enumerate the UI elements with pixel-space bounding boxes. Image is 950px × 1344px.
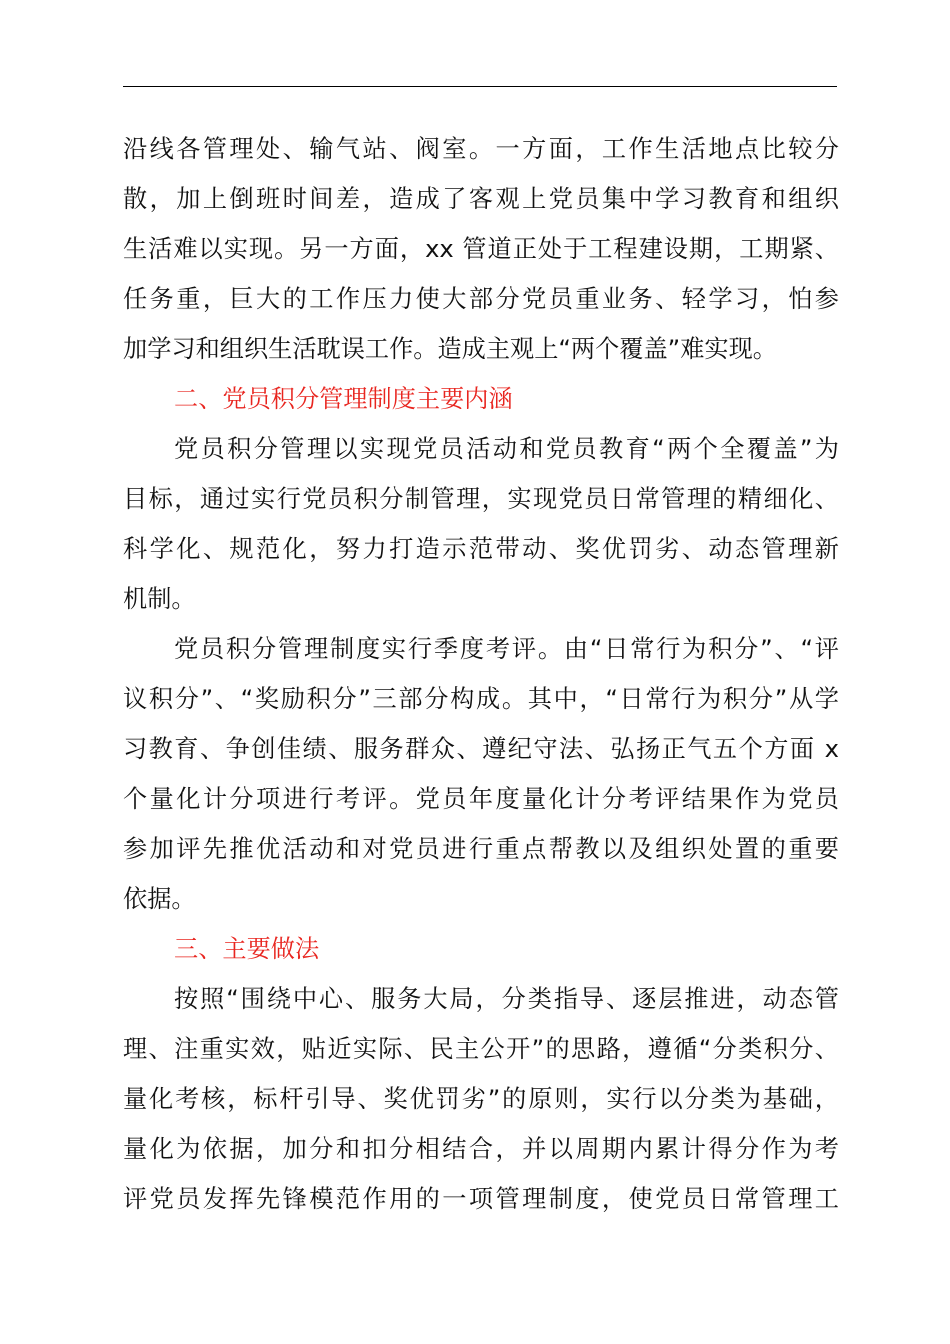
paragraph-line: 科学化、规范化，努力打造示范带动、奖优罚劣、动态管理新 (123, 535, 839, 563)
paragraph-line: 议积分”、“奖励积分”三部分构成。其中，“日常行为积分”从学 (123, 685, 839, 713)
paragraph-line: 生活难以实现。另一方面，xx 管道正处于工程建设期，工期紧、 (123, 235, 839, 263)
section-heading-2: 二、党员积分管理制度主要内涵 (174, 385, 513, 413)
paragraph-line: 按照“围绕中心、服务大局，分类指导、逐层推进，动态管 (174, 985, 839, 1013)
paragraph-line: 评党员发挥先锋模范作用的一项管理制度，使党员日常管理工 (123, 1185, 839, 1213)
paragraph-line: 任务重，巨大的工作压力使大部分党员重业务、轻学习，怕参 (123, 285, 839, 313)
paragraph-line: 理、注重实效，贴近实际、民主公开”的思路，遵循“分类积分、 (123, 1035, 839, 1063)
paragraph-line: 散，加上倒班时间差，造成了客观上党员集中学习教育和组织 (123, 185, 839, 213)
paragraph-line: 党员积分管理以实现党员活动和党员教育“两个全覆盖”为 (174, 435, 839, 463)
paragraph-line: 参加评先推优活动和对党员进行重点帮教以及组织处置的重要 (123, 835, 839, 863)
document-body (123, 124, 839, 1224)
paragraph-line: 沿线各管理处、输气站、阀室。一方面，工作生活地点比较分 (123, 135, 839, 163)
paragraph-line: 个量化计分项进行考评。党员年度量化计分考评结果作为党员 (123, 785, 839, 813)
paragraph-line: 量化考核，标杆引导、奖优罚劣”的原则，实行以分类为基础， (123, 1085, 839, 1113)
section-heading-3: 三、主要做法 (174, 935, 320, 963)
header-rule (123, 86, 837, 87)
paragraph-line: 加学习和组织生活耽误工作。造成主观上“两个覆盖”难实现。 (123, 335, 777, 363)
paragraph-line: 机制。 (123, 585, 196, 613)
paragraph-line: 习教育、争创佳绩、服务群众、遵纪守法、弘扬正气五个方面 x (123, 735, 839, 763)
paragraph-line: 依据。 (123, 885, 196, 913)
paragraph-line: 党员积分管理制度实行季度考评。由“日常行为积分”、“评 (174, 635, 839, 663)
paragraph-line: 目标，通过实行党员积分制管理，实现党员日常管理的精细化、 (123, 485, 839, 513)
paragraph-line: 量化为依据，加分和扣分相结合，并以周期内累计得分作为考 (123, 1135, 839, 1163)
